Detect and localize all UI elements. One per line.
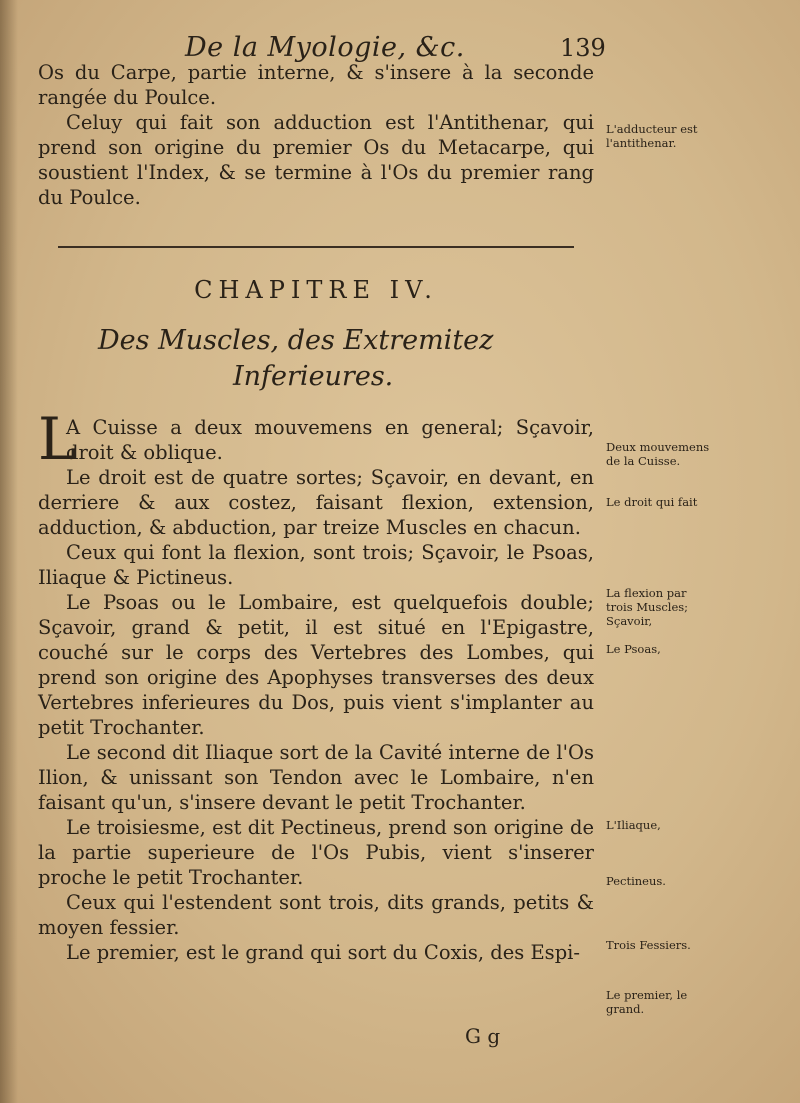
- chapter-title: [38, 323, 594, 395]
- chapter-title-line-2: Inferieures.: [233, 361, 394, 392]
- binding-shadow: [0, 0, 18, 1103]
- paragraph-8: Ceux qui l'estendent sont trois, dits grands, petits & moyen fessier.: [38, 891, 594, 939]
- paragraph-3: Le droit est de quatre sortes; Sçavoir, en devant, en derriere & aux costez, faisant flexion, extension, adduction, & abduction, par treize Muscles en chacun.: [38, 466, 594, 539]
- chapter-title-line-1: Des Muscles, des Extremitez: [98, 325, 494, 356]
- margin-note-adducteur: L'adducteur est l'antithenar.: [606, 122, 698, 150]
- margin-note-deux-mouvemens: Deux mouvemens de la Cuisse.: [606, 440, 710, 468]
- paragraph-5: Le Psoas ou le Lombaire, est quelquefois double; Sçavoir, grand & petit, il est situé en l'Epigastre, couché sur le corps des Vertebres des Lombes, qui prend son origine des Apophyses transverses des deux Vertebres inferieures du Dos, puis vient s'implanter au petit Trochanter.: [38, 591, 594, 739]
- first-paragraph: [38, 405, 594, 473]
- margin-note-flexion: La flexion par trois Muscles; Sçavoir,: [606, 586, 689, 628]
- paragraph-1: Celuy qui fait son adduction est l'Antithenar, qui prend son origine du premier Os du Metacarpe, qui soustient l'Index, & se termine à l'Os du premier rang du Poulce.: [38, 111, 594, 209]
- main-text: [38, 60, 594, 965]
- margin-note-le-droit: Le droit qui fait: [606, 495, 698, 509]
- paragraph-7: Le troisiesme, est dit Pectineus, prend son origine de la partie superieure de l'Os Pubis, vient s'inserer proche le petit Trochanter.: [38, 816, 594, 889]
- paragraph-6: Le second dit Iliaque sort de la Cavité interne de l'Os Ilion, & unissant son Tendon avec le Lombaire, n'en faisant qu'un, s'insere devant le petit Trochanter.: [38, 741, 594, 814]
- running-head: De la Myologie, &c.: [185, 32, 465, 63]
- page-number: 139: [560, 34, 606, 62]
- paragraph-9: Le premier, est le grand qui sort du Coxis, des Espi-: [66, 941, 580, 964]
- margin-note-fessiers: Trois Fessiers.: [606, 938, 691, 952]
- margin-note-psoas: Le Psoas,: [606, 642, 661, 656]
- section-rule: [58, 246, 574, 248]
- drop-cap: L: [38, 405, 77, 473]
- paragraph-2: A Cuisse a deux mouvemens en general; Sçavoir, droit & oblique.: [66, 416, 594, 464]
- paragraph-4: Ceux qui font la flexion, sont trois; Sçavoir, le Psoas, Iliaque & Pictineus.: [38, 541, 594, 589]
- margin-note-premier: Le premier, le grand.: [606, 988, 688, 1016]
- margin-note-iliaque: L'Iliaque,: [606, 818, 661, 832]
- margin-note-pectineus: Pectineus.: [606, 874, 666, 888]
- catchword: G g: [465, 1024, 501, 1048]
- chapter-heading: CHAPITRE IV.: [194, 276, 438, 304]
- paragraph-0: Os du Carpe, partie interne, & s'insere à la seconde rangée du Poulce.: [38, 61, 594, 109]
